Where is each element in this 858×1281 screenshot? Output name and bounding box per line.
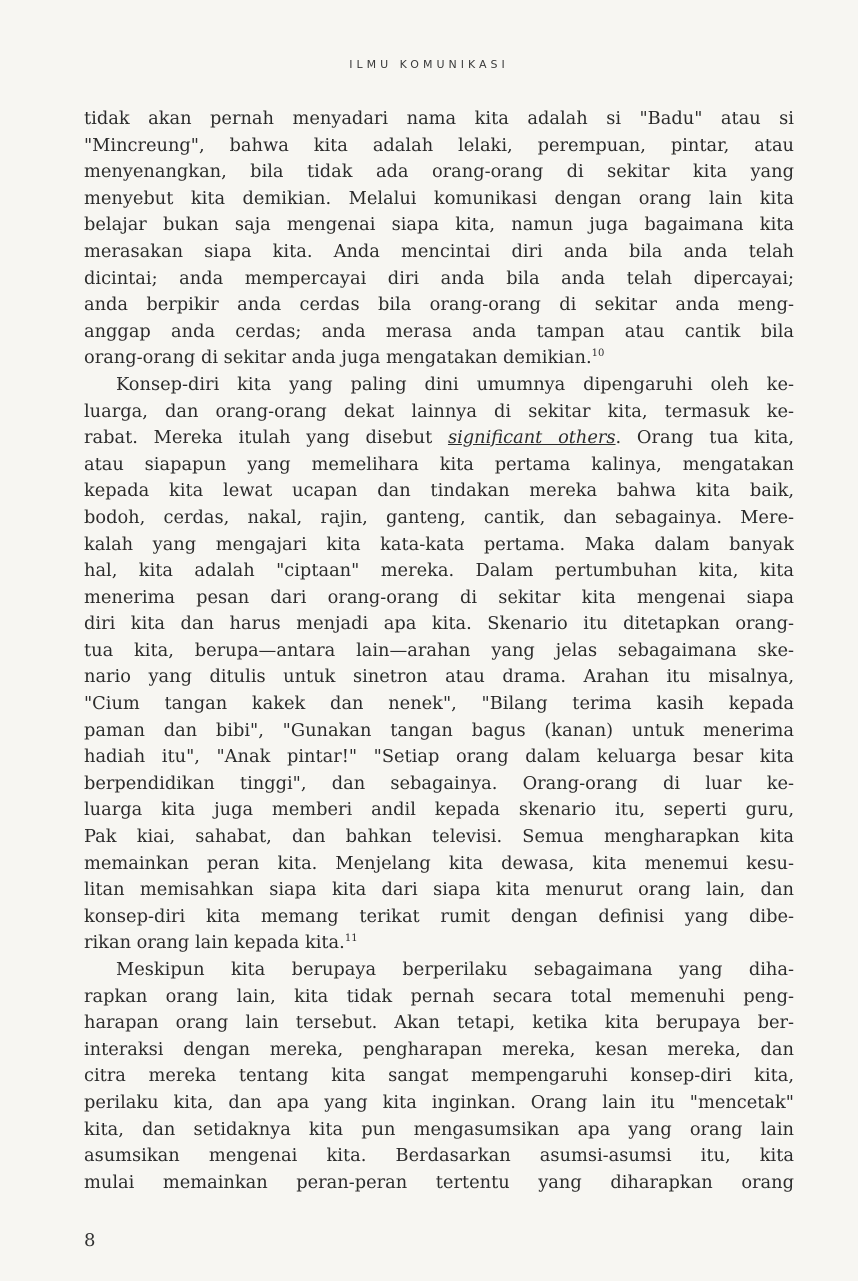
- text-line: mulai memainkan peran-peran tertentu yang diharapkan orang: [84, 1171, 794, 1193]
- text-line: memainkan peran kita. Menjelang kita dewasa, kita menemui kesu-: [84, 852, 794, 874]
- text-line: atau siapapun yang memelihara kita pertama kalinya, mengatakan: [84, 453, 794, 475]
- text-line: interaksi dengan mereka, pengharapan mereka, kesan mereka, dan: [84, 1038, 794, 1060]
- text-line: dicintai; anda mempercayai diri anda bila anda telah dipercayai;: [84, 267, 794, 289]
- footnote-ref: 10: [591, 348, 605, 360]
- text-line: kepada kita lewat ucapan dan tindakan mereka bahwa kita baik,: [84, 480, 794, 502]
- text-line: [84, 345, 794, 372]
- text-line: Meskipun kita berupaya berperilaku sebagaimana yang diha-: [116, 959, 794, 980]
- page-number: 8: [84, 1230, 96, 1251]
- text-line: anda berpikir anda cerdas bila orang-orang di sekitar anda meng-: [84, 294, 794, 316]
- text-line: luarga, dan orang-orang dekat lainnya di sekitar kita, termasuk ke-: [84, 400, 794, 422]
- text-fragment: rabat. Mereka itulah yang disebut: [84, 427, 448, 449]
- text-line: [84, 930, 794, 957]
- text-line: hal, kita adalah "ciptaan" mereka. Dalam pertumbuhan kita, kita: [84, 560, 794, 582]
- text-line: tua kita, berupa—antara lain—arahan yang jelas sebagaimana ske-: [84, 639, 794, 661]
- text-line: asumsikan mengenai kita. Berdasarkan asumsi-asumsi itu, kita: [84, 1145, 794, 1167]
- text-line: belajar bukan saja mengenai siapa kita, namun juga bagaimana kita: [84, 214, 794, 236]
- emphasized-term: significant others: [447, 427, 616, 449]
- text-line: "Mincreung", bahwa kita adalah lelaki, perempuan, pintar, atau: [84, 134, 794, 156]
- text-line: Konsep-diri kita yang paling dini umumnya dipengaruhi oleh ke-: [116, 373, 794, 395]
- text-fragment: rikan orang lain kepada kita.: [84, 932, 345, 954]
- paragraph: [84, 372, 794, 957]
- text-line: menyenangkan, bila tidak ada orang-orang di sekitar kita yang: [84, 161, 794, 183]
- text-line: perilaku kita, dan apa yang kita inginkan. Orang lain itu "mencetak": [84, 1091, 794, 1113]
- text-line: konsep-diri kita memang terikat rumit dengan definisi yang dibe-: [84, 905, 794, 927]
- text-line: merasakan siapa kita. Anda mencintai diri anda bila anda telah: [84, 240, 794, 262]
- footnote-ref: 11: [344, 933, 358, 945]
- text-line: litan memisahkan siapa kita dari siapa kita menurut orang lain, dan: [84, 879, 794, 901]
- text-line: menyebut kita demikian. Melalui komunikasi dengan orang lain kita: [84, 187, 794, 209]
- text-line: diri kita dan harus menjadi apa kita. Skenario itu ditetapkan orang-: [84, 613, 794, 635]
- paragraph: [84, 106, 794, 372]
- text-line: kita, dan setidaknya kita pun mengasumsikan apa yang orang lain: [84, 1118, 794, 1140]
- text-line: harapan orang lain tersebut. Akan tetapi, ketika kita berupaya ber-: [84, 1012, 794, 1034]
- text-line: citra mereka tentang kita sangat mempengaruhi konsep-diri kita,: [84, 1065, 794, 1087]
- body-text: [84, 106, 794, 1196]
- text-line: menerima pesan dari orang-orang di sekitar kita mengenai siapa: [84, 586, 794, 608]
- text-line: hadiah itu", "Anak pintar!" "Setiap orang dalam keluarga besar kita: [84, 746, 794, 768]
- running-header: ILMU KOMUNIKASI: [349, 58, 509, 71]
- text-line: nario yang ditulis untuk sinetron atau drama. Arahan itu misalnya,: [84, 666, 794, 688]
- text-line: tidak akan pernah menyadari nama kita adalah si "Badu" atau si: [84, 108, 794, 129]
- text-line: bodoh, cerdas, nakal, rajin, ganteng, cantik, dan sebagainya. Mere-: [84, 506, 794, 528]
- text-line: kalah yang mengajari kita kata-kata pertama. Maka dalam banyak: [84, 533, 794, 555]
- text-line: [84, 425, 794, 452]
- text-line: luarga kita juga memberi andil kepada skenario itu, seperti guru,: [84, 799, 794, 821]
- text-fragment: . Orang tua kita,: [615, 427, 794, 449]
- text-line: rapkan orang lain, kita tidak pernah secara total memenuhi peng-: [84, 985, 794, 1007]
- paragraph: [84, 957, 794, 1196]
- text-line: paman dan bibi", "Gunakan tangan bagus (kanan) untuk menerima: [84, 719, 794, 741]
- text-line: "Cium tangan kakek dan nenek", "Bilang terima kasih kepada: [84, 693, 794, 715]
- text-fragment: orang-orang di sekitar anda juga mengatakan demikian.: [84, 347, 592, 369]
- text-line: anggap anda cerdas; anda merasa anda tampan atau cantik bila: [84, 320, 794, 342]
- text-line: berpendidikan tinggi", dan sebagainya. Orang-orang di luar ke-: [84, 772, 794, 794]
- text-line: Pak kiai, sahabat, dan bahkan televisi. Semua mengharapkan kita: [84, 826, 794, 848]
